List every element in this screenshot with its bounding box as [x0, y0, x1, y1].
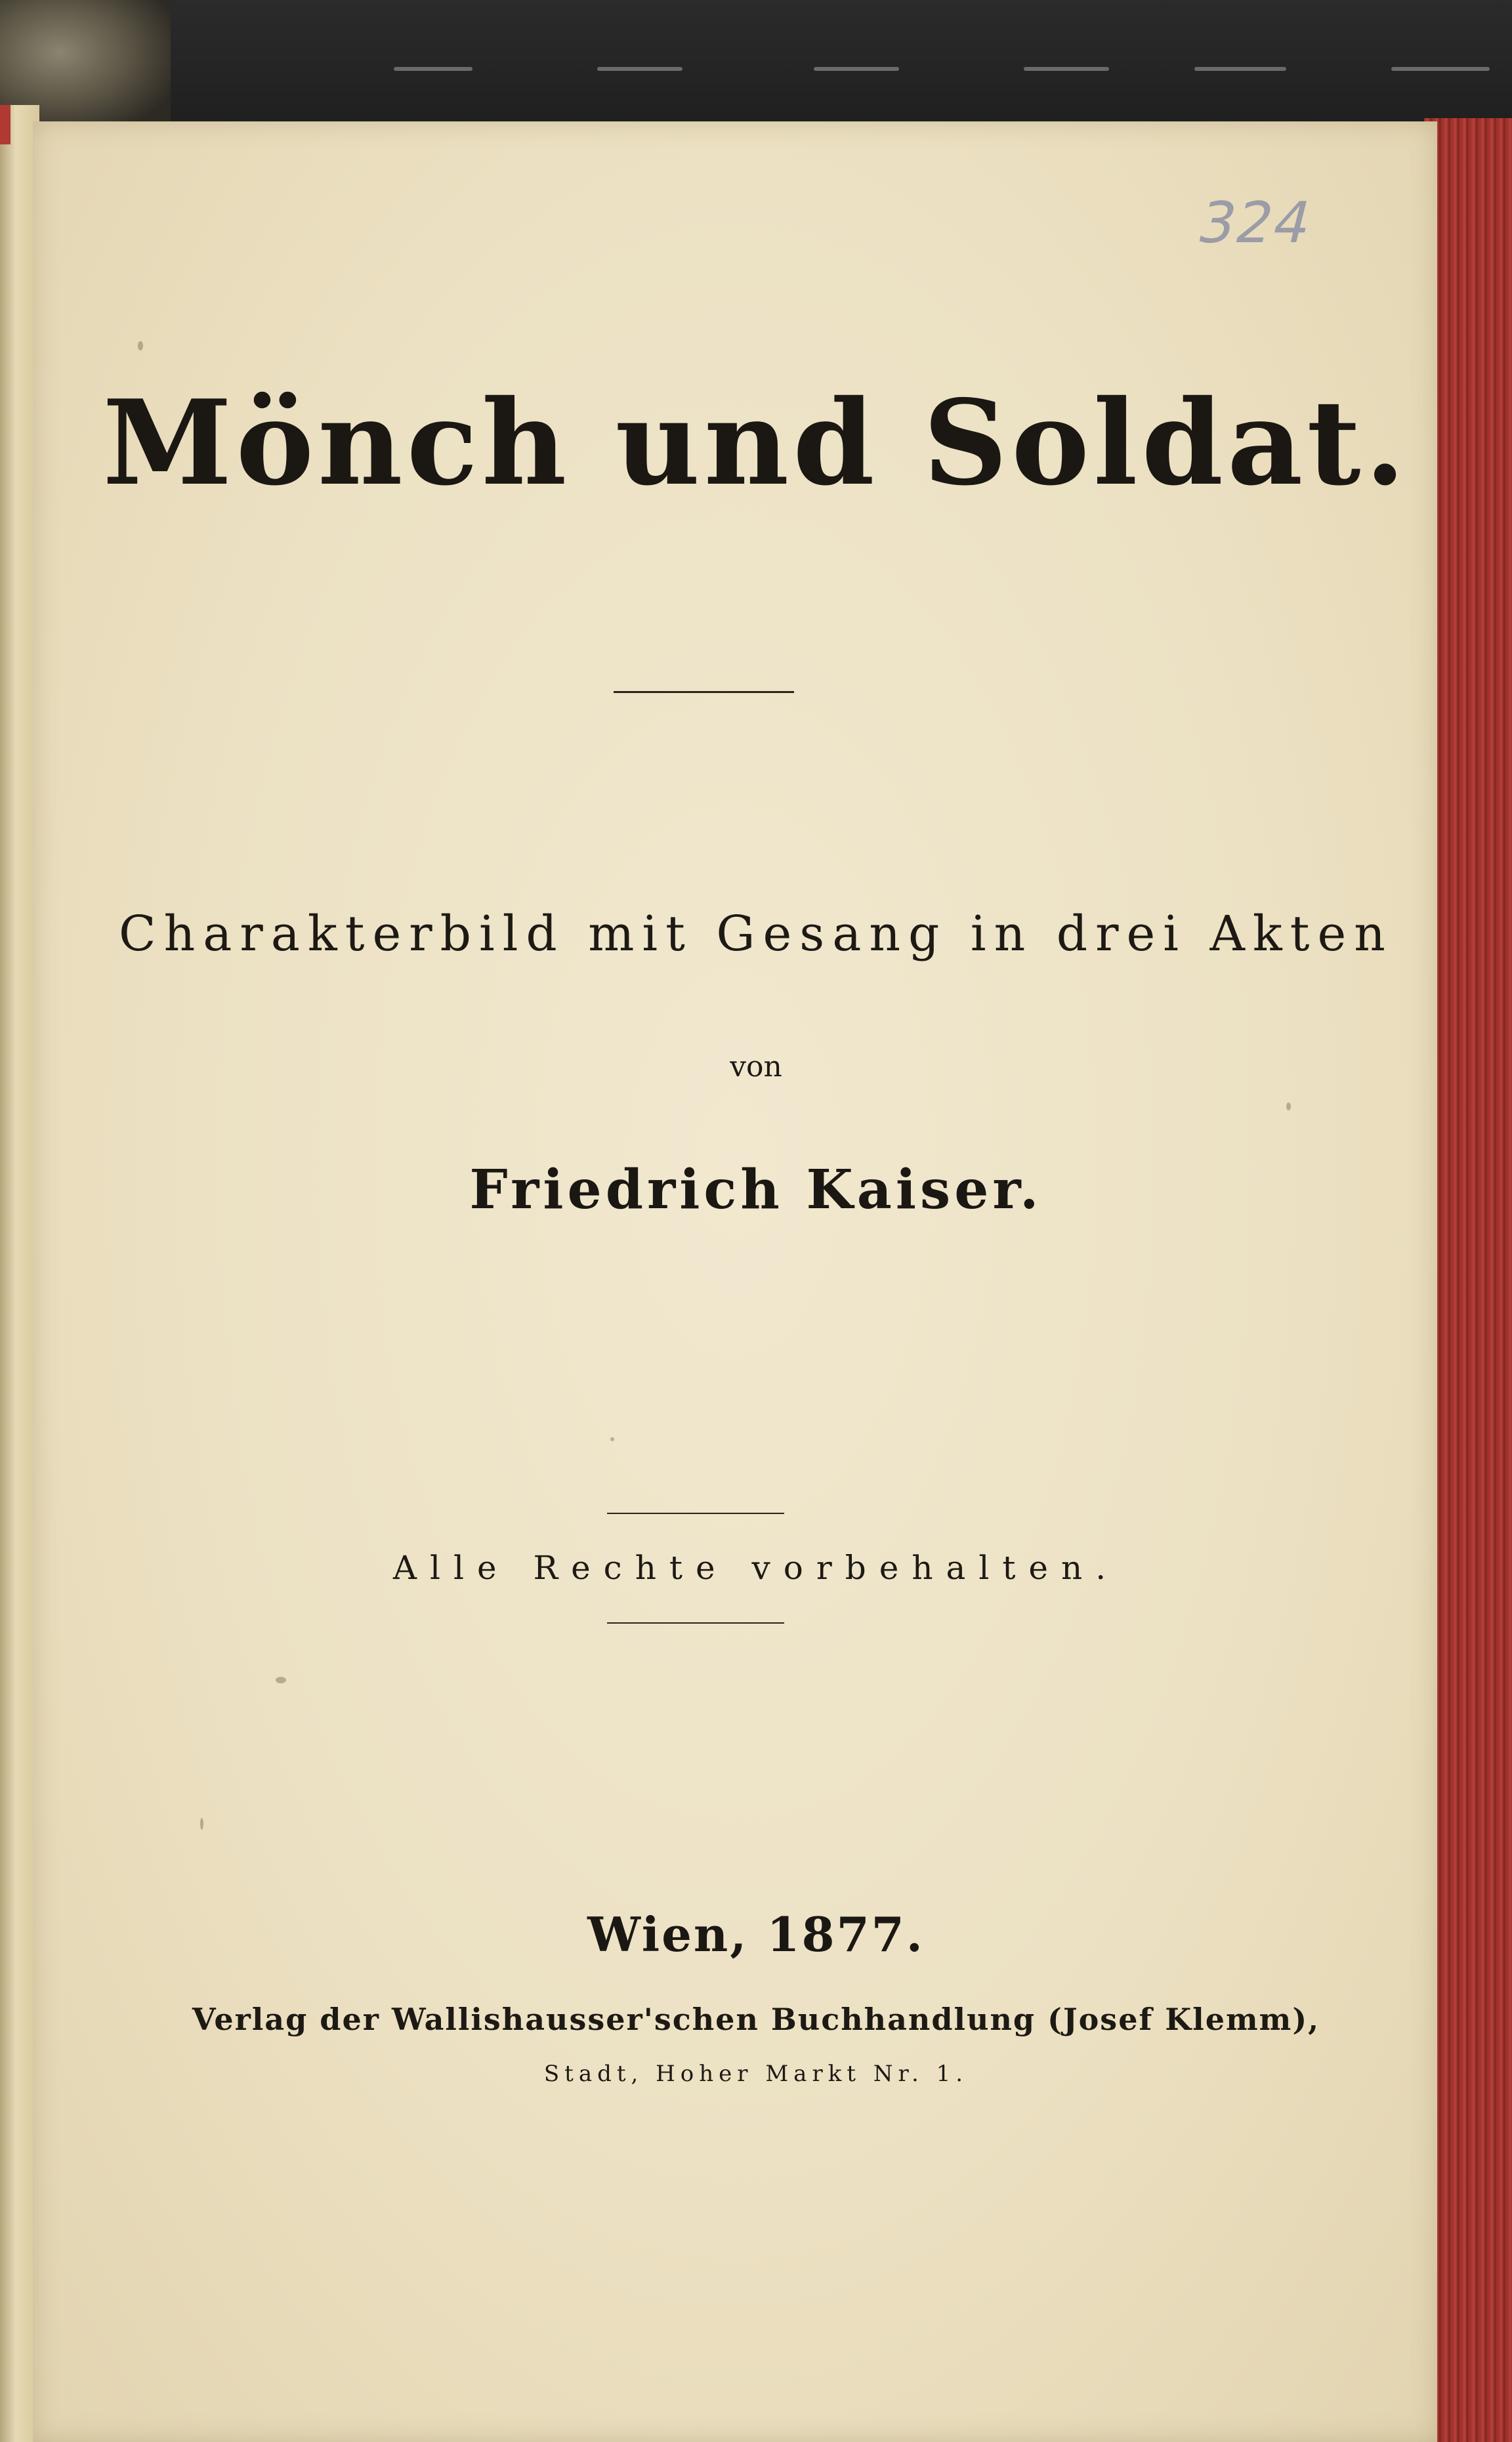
- paper-speck: [138, 341, 143, 350]
- cover-stitch: [1024, 67, 1109, 71]
- divider-rule: [607, 1622, 784, 1624]
- by-line: von: [730, 1050, 782, 1084]
- paper-speck: [610, 1437, 614, 1441]
- page-title: Mönch und Soldat.: [102, 374, 1410, 511]
- place-and-year: Wien, 1877.: [587, 1906, 925, 1962]
- publisher-address: Stadt, Hoher Markt Nr. 1.: [543, 2061, 969, 2087]
- pencil-page-number: 324: [1191, 190, 1320, 256]
- red-edge-fragment: [0, 105, 10, 144]
- publisher-line: Verlag der Wallishausser'schen Buchhandlung (Josef Klemm),: [192, 2002, 1320, 2037]
- divider-rule: [607, 1513, 784, 1514]
- cover-stitch: [1194, 67, 1286, 71]
- rights-notice: Alle Rechte vorbehalten.: [392, 1549, 1120, 1587]
- paper-speck: [200, 1818, 203, 1830]
- book-cover-cloth: [0, 0, 1512, 131]
- cover-stitch: [814, 67, 899, 71]
- subtitle: Charakterbild mit Gesang in drei Akten: [119, 906, 1393, 962]
- cover-stitch: [597, 67, 682, 71]
- cover-stitch: [394, 67, 472, 71]
- paper-speck: [1286, 1103, 1291, 1110]
- divider-rule: [614, 691, 794, 693]
- paper-speck: [276, 1677, 286, 1683]
- author-name: Friedrich Kaiser.: [469, 1158, 1043, 1221]
- cover-stitch: [1391, 67, 1490, 71]
